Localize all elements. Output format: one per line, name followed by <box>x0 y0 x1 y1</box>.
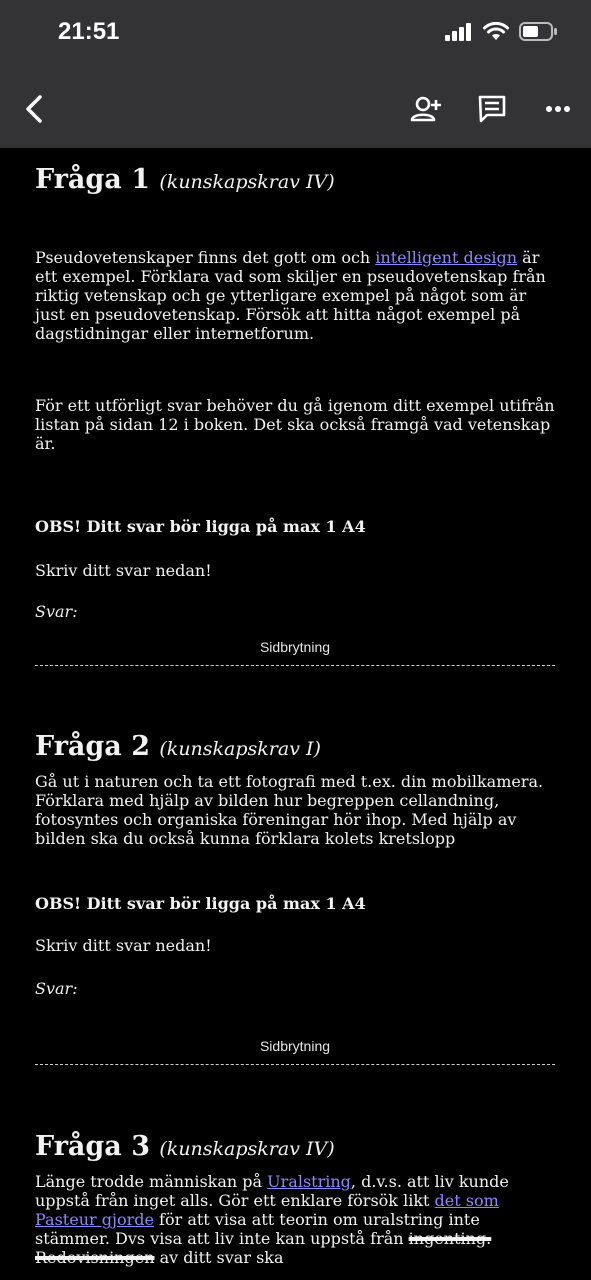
q3-requirement: (kunskapskrav IV) <box>159 1138 335 1160</box>
cellular-signal-icon <box>445 23 473 41</box>
q2-answer-label: Svar: <box>35 979 78 998</box>
q1-heading <box>35 164 555 198</box>
more-horizontal-icon <box>545 105 571 113</box>
page-break-2 <box>35 1038 555 1065</box>
q1-p1-text-b: är ett exempel. Förklara vad som skiljer en pseudovetenskap från riktig vetenskap och ge ytterligare exempel på något som är just en pseudovetenskap. Försök att hitta något exempel på dagstidningar eller internetforum. <box>35 248 546 343</box>
q2-requirement: (kunskapskrav I) <box>159 738 321 760</box>
share-add-person-button[interactable] <box>404 70 448 148</box>
q1-p2-text: För ett utförligt svar behöver du gå igenom ditt exempel utifrån listan på sidan 12 i boken. Det ska också framgå vad vetenskap är. <box>35 396 555 453</box>
q1-write-prompt: Skriv ditt svar nedan! <box>35 561 212 580</box>
q3-struck-text: ingenting. Redovisningen <box>35 1229 492 1267</box>
q1-requirement: (kunskapskrav IV) <box>159 171 335 193</box>
wifi-icon <box>483 22 509 41</box>
q1-answer-label: Svar: <box>35 602 78 621</box>
q1-obs: OBS! Ditt svar bör ligga på max 1 A4 <box>35 517 366 536</box>
q2-heading <box>35 731 555 765</box>
q2-p1-text: Gå ut i naturen och ta ett fotografi med t.ex. din mobilkamera. Förklara med hjälp av bilden hur begreppen cellandning, fotosyntes och organiska föreningar hör ihop. Med hjälp av bilden ska du också kunna förklara kolets kretslopp <box>35 772 544 848</box>
more-button[interactable] <box>536 70 580 148</box>
q3-paragraph-1 <box>35 1172 555 1280</box>
person-add-icon <box>409 96 443 122</box>
status-icons <box>445 22 557 41</box>
comment-icon <box>477 94 507 124</box>
page-break-1 <box>35 639 555 666</box>
status-time: 21:51 <box>58 18 120 45</box>
toolbar <box>0 70 591 148</box>
page-break-label: Sidbrytning <box>259 1038 331 1054</box>
q3-heading <box>35 1131 555 1165</box>
page-break-label: Sidbrytning <box>259 639 331 655</box>
back-button[interactable] <box>14 70 54 148</box>
q1-paragraph-1 <box>35 248 555 343</box>
q3-p1-text-a: Länge trodde människan på <box>35 1172 268 1191</box>
q2-title: Fråga 2 <box>35 731 150 762</box>
q3-title: Fråga 3 <box>35 1131 150 1162</box>
pasteur-link[interactable]: det som Pasteur gjorde <box>35 1191 499 1229</box>
q2-obs: OBS! Ditt svar bör ligga på max 1 A4 <box>35 894 366 913</box>
q1-p1-text-a: Pseudovetenskaper finns det gott om och <box>35 248 376 267</box>
battery-icon <box>519 22 557 41</box>
uralstring-link[interactable]: Uralstring <box>267 1172 351 1191</box>
q3-p1-text-d: av ditt svar ska <box>154 1248 284 1267</box>
intelligent-design-link[interactable]: intelligent design <box>375 248 518 267</box>
q2-paragraph-1 <box>35 772 555 848</box>
q2-write-prompt: Skriv ditt svar nedan! <box>35 936 212 955</box>
q1-paragraph-2 <box>35 396 555 453</box>
q3-p1-text-c: för att visa att teorin om uralstring inte stämmer. Dvs visa att liv inte kan uppstå från <box>35 1210 480 1248</box>
chevron-left-icon <box>23 94 45 124</box>
q1-title: Fråga 1 <box>35 164 150 195</box>
q3-p1-text-b: , d.v.s. att liv kunde uppstå från inget alls. Gör ett enklare försök likt <box>35 1172 509 1210</box>
status-bar <box>0 0 591 70</box>
comments-button[interactable] <box>470 70 514 148</box>
